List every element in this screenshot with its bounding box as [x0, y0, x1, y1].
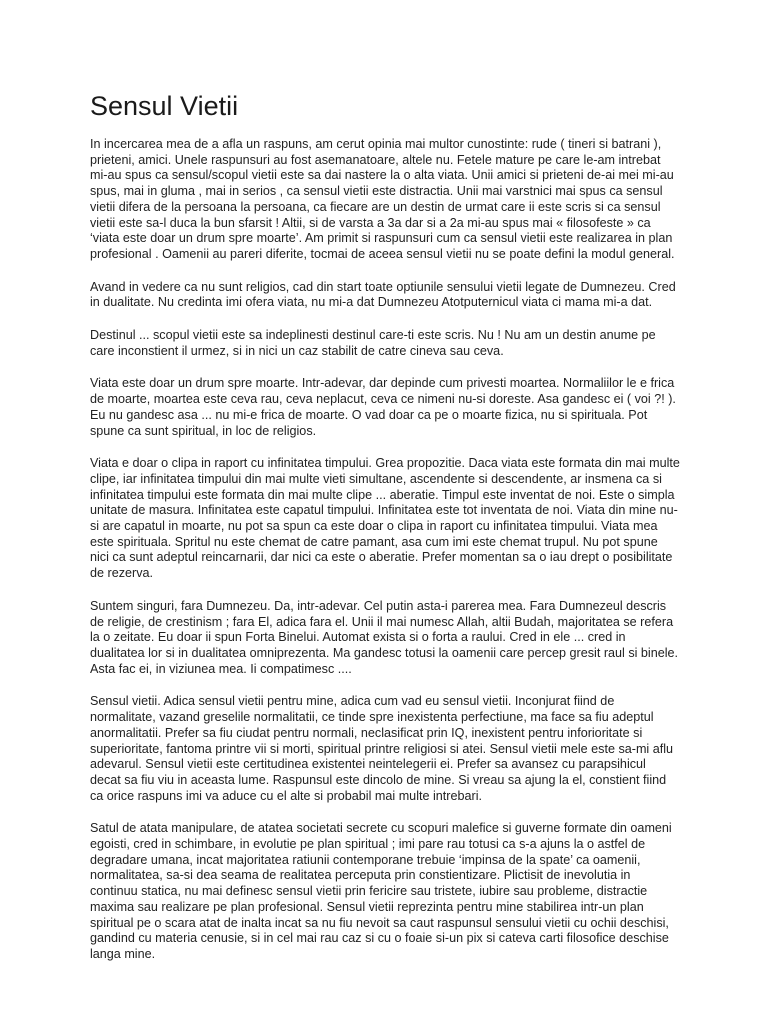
- page-title: Sensul Vietii: [90, 91, 239, 121]
- paragraph-7: Sensul vietii. Adica sensul vietii pentru mine, adica cum vad eu sensul vietii. Inconjurat fiind de normalitate, vazand greselile normalitatii, ce tinde spre inexistenta perfectiune, ma face sa fiu adeptul anormalitatii. Prefer sa fiu ciudat pentru normali, neclasificat prin IQ, inexistent pentru inforioritate si superioritate, fantoma printre vii si morti, spiritual printre religiosi si atei. Sensul vietii mele este sa-mi aflu adevarul. Sensul vietii este certitudinea existentei neintelegerii ei. Prefer sa avansez cu parapsihicul decat sa fiu viu in aceasta lume. Raspunsul este dincolo de mine. Si vreau sa ajung la el, constient fiind ca orice raspuns imi va aduce cu el alte si probabil mai multe intrebari.: [90, 694, 674, 803]
- paragraph-6: Suntem singuri, fara Dumnezeu. Da, intr-adevar. Cel putin asta-i parerea mea. Fara Dumnezeul descris de religie, de crestinism ; fara El, adica fara el. Unii il mai numesc Allah, altii Budah, majoritatea se refera la o zeitate. Eu doar ii spun Forta Binelui. Automat exista si o forta a raului. Cred in ele ... cred in dualitatea lor si in dualitatea omniprezenta. Ma gandesc totusi la oamenii care percep gresit raul si binele. Asta fac ei, in viziunea mea. Ii compatimesc ....: [90, 598, 679, 676]
- paragraph-3: Destinul ... scopul vietii este sa indeplinesti destinul care-ti este scris. Nu ! Nu am un destin anume pe care inconstient il urmez, si in nici un caz stabilit de catre cineva sau ceva.: [90, 328, 656, 358]
- paragraph-4: Viata este doar un drum spre moarte. Intr-adevar, dar depinde cum privesti moartea. Normaliilor le e frica de moarte, moartea este ceva rau, ceva neplacut, ceva ce nimeni nu-si doreste. Asa gandesc ei ( voi ?! ). Eu nu gandesc asa ... nu mi-e frica de moarte. O vad doar ca pe o moarte fizica, nu si spirituala. Pot spune ca sunt spiritual, in loc de religios.: [90, 376, 676, 438]
- paragraph-2: Avand in vedere ca nu sunt religios, cad din start toate optiunile sensului vietii legate de Dumnezeu. Cred in dualitate. Nu credinta imi ofera viata, nu mi-a dat Dumnezeu Atotputernicul viata ci mama mi-a dat.: [90, 279, 676, 310]
- paragraph-8: Satul de atata manipulare, de atatea societati secrete cu scopuri malefice si guverne formate din oameni egoisti, cred in schimbare, in evolutie pe plan spiritual ; imi pare rau totusi ca s-a ajuns la o astfel de degradare umana, incat majoritatea ratiunii contemporane trebuie ‘impinsa de la spate’ ca oamenii, normalitatea, sa-si dea seama de realitatea perceputa prin constientizare. Plictisit de inevolutia in continuu statica, nu mai definesc sensul vietii prin fericire sau tristete, iubire sau probleme, distractie maxima sau realizare pe plan profesional. Sensul vietii reprezinta pentru mine stabilirea intr-un plan spiritual pe o scara atat de inalta incat sa nu fiu nevoit sa caut raspunsul sensului vietii cu ochii deschisi, gandind cu materia cenusie, si in cel mai rau caz si cu o foaie si-un pix si cateva carti filosofice deschise langa mine.: [90, 821, 672, 961]
- document-body: [90, 137, 680, 980]
- paragraph-5: Viata e doar o clipa in raport cu infinitatea timpului. Grea propozitie. Daca viata este formata din mai multe clipe, iar infinitatea timpului din mai multe vieti simultane, ascendente si descendente, ar insmena ca si infinitatea timpului este formata din mai multe clipe ... aberatie. Timpul este inventat de noi. Este o simpla unitate de masura. Infinitatea este capatul timpului. Infinitatea este tot inventata de noi. Viata din mine nu-si are capatul in moarte, nu pot sa spun ca este doar o clipa in raport cu infinitatea timpului. Viata mea este spirituala. Spritul nu este chemat de catre pamant, asa cum imi este chemat trupul. Nu pot spune nici ca sunt adeptul reincarnarii, dar nici ca este o aberatie. Prefer momentan sa o iau drept o posibilitate de rezerva.: [90, 456, 680, 581]
- paragraph-1: In incercarea mea de a afla un raspuns, am cerut opinia mai multor cunostinte: rude ( tineri si batrani ), prieteni, amici. Unele raspunsuri au fost asemanatoare, altele nu. Fetele mature pe care le-am intrebat mi-au spus ca sensul/scopul vietii este sa dai nastere la o alta viata. Unii amici si prieteni de-ai mei mi-au spus, mai in gluma , mai in serios , ca sensul vietii este distractia. Unii mai varstnici mai spus ca sensul vietii difera de la persoana la persoana, ca fiecare are un destin de urmat care ii este scris si ca sensul vietii este sa-l duca la bun sfarsit ! Altii, si de varsta a 3a dar si a 2a mi-au spus mai « filosofeste » ca ‘viata este doar un drum spre moarte’. Am primit si raspunsuri cum ca sensul vietii este realizarea in plan profesional . Oamenii au pareri diferite, tocmai de aceea sensul vietii nu se poate defini la modul general.: [90, 137, 675, 261]
